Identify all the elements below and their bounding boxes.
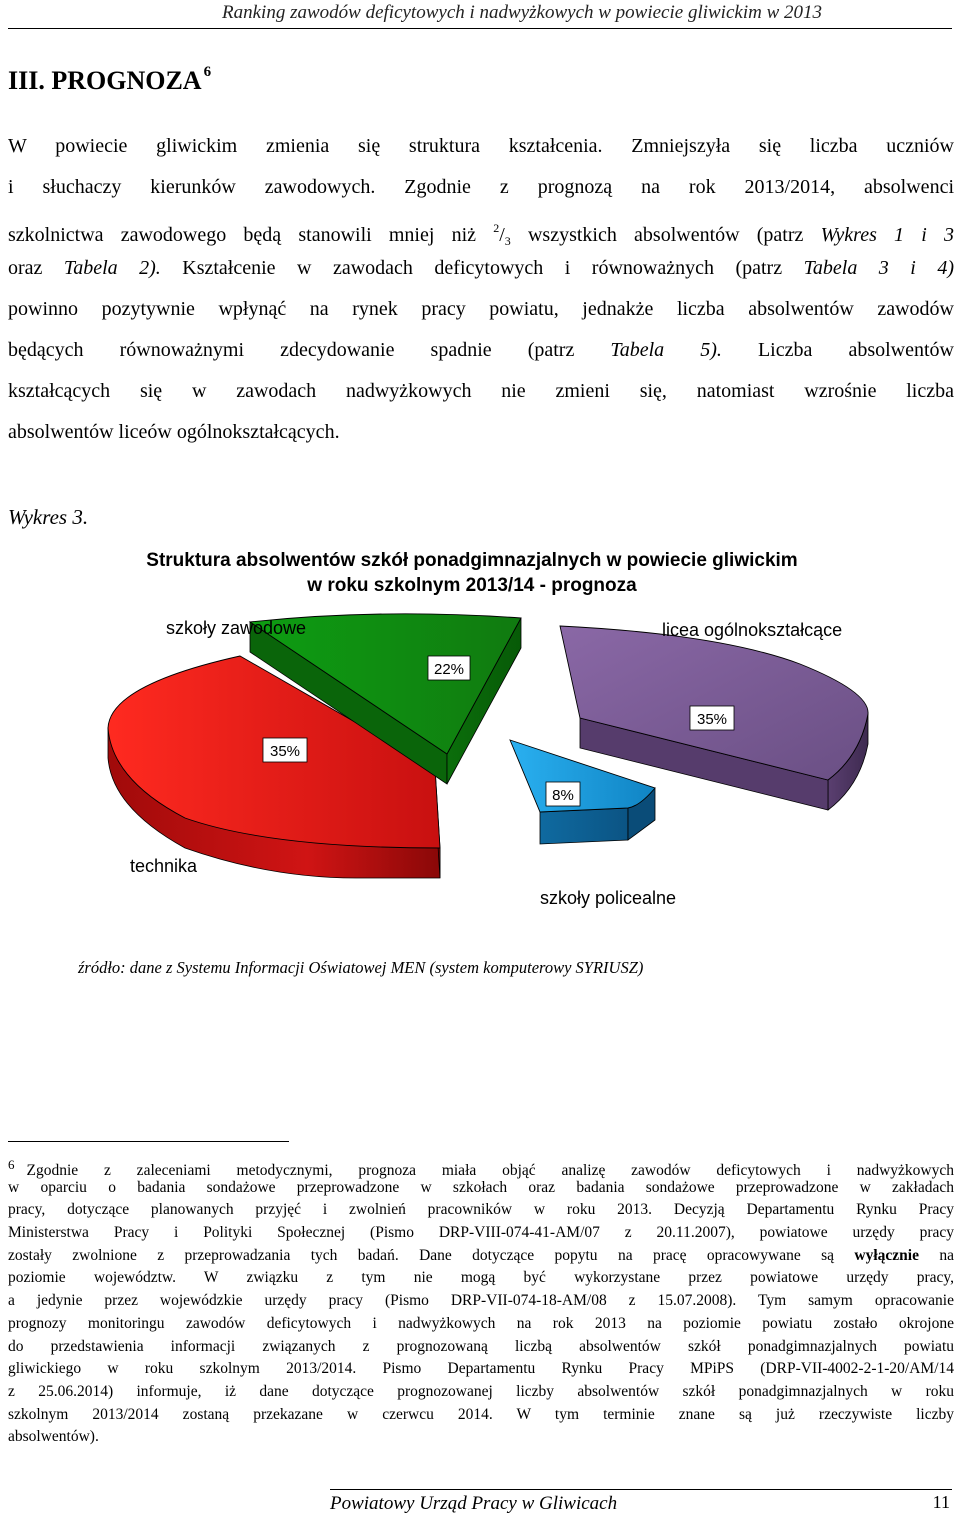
- footnote-line: poziomie województw. W związku z tym nie mogą być wykorzystane przez powiatowe urzędy pracy,: [8, 1269, 954, 1287]
- table-reference: Tabela 5).: [610, 338, 722, 361]
- data-label-zawodowe: [428, 656, 470, 680]
- category-label-zawodowe: szkoły zawodowe: [166, 618, 307, 638]
- chart-title-block: [40, 548, 904, 598]
- footnote-line: prognozy monitoringu zawodów deficytowych i nadwyżkowych na rok 2013 na poziomie powiatu zostało okrojone: [8, 1314, 954, 1332]
- footnote-rule: [8, 1141, 289, 1142]
- footnote-line: absolwentów).: [8, 1428, 99, 1446]
- paragraph-line: [8, 330, 954, 371]
- data-label-text: 22%: [433, 661, 465, 678]
- data-label-text: 8%: [552, 787, 574, 804]
- footnote-text: na: [918, 1246, 954, 1264]
- footnote-line: w oparciu o badania sondażowe przeprowadzone w szkołach oraz badania sondażowe przeprowadzone w zakładach: [8, 1178, 954, 1196]
- footer-text: Powiatowy Urząd Pracy w Gliwicach: [330, 1493, 618, 1514]
- text-span: oraz: [8, 257, 64, 280]
- text-span: Liczba absolwentów: [721, 338, 954, 361]
- body-paragraph: [8, 126, 954, 452]
- category-label-licea: licea ogólnokształcące: [662, 620, 843, 640]
- section-heading: [8, 64, 211, 96]
- footnote-line: do przedstawienia informacji związanych z prognozowaną liczbą absolwentów szkół ponadgimnazjalnych powiatu: [8, 1337, 954, 1355]
- footnote-mark: 6: [8, 1157, 15, 1172]
- paragraph-line: absolwentów liceów ogólnokształcących.: [8, 420, 340, 443]
- footnote-line: [8, 1245, 954, 1268]
- data-label-text: 35%: [269, 743, 301, 760]
- footnote-line: a jedynie przez wojewódzkie urzędy pracy (Pismo DRP-VII-074-18-AM/08 z 15.07.2008). Tym samym opracowanie: [8, 1292, 954, 1310]
- text-span: wszystkich absolwentów (patrz: [510, 223, 821, 246]
- emphasis: wyłącznie: [854, 1246, 919, 1264]
- footnote-text: Zgodnie z zaleceniami metodycznymi, prognoza miała objąć analizę zawodów deficytowych i nadwyżkowych: [26, 1162, 954, 1179]
- pie-chart: [0, 600, 960, 920]
- category-label-policealne: szkoły policealne: [540, 888, 677, 908]
- footer-rule: [330, 1489, 952, 1490]
- page-number: 11: [932, 1492, 950, 1512]
- paragraph-line: kształcących się w zawodach nadwyżkowych nie zmieni się, natomiast wzrośnie liczba: [8, 379, 954, 402]
- footnote: [8, 1154, 954, 1449]
- paragraph-line: W powiecie gliwickim zmienia się struktura kształcenia. Zmniejszyła się liczba uczniów: [8, 135, 954, 157]
- chart-subtitle: w roku szkolnym 2013/14 - prognoza: [307, 575, 637, 596]
- footnote-reference[interactable]: 6: [203, 64, 212, 80]
- section-title: III. PROGNOZA: [8, 66, 202, 95]
- fraction-numerator: 2: [493, 220, 500, 235]
- data-label-licea: [690, 706, 734, 730]
- figure-source: źródło: dane z Systemu Informacji Oświatowej MEN (system komputerowy SYRIUSZ): [78, 958, 644, 977]
- chart-title: Struktura absolwentów szkół ponadgimnazjalnych w powiecie gliwickim: [146, 550, 798, 571]
- page-header: [0, 0, 960, 30]
- category-label-technika: technika: [130, 856, 198, 876]
- paragraph-line: [8, 248, 954, 289]
- table-reference: Tabela 2).: [63, 257, 161, 280]
- footnote-line: szkolnym 2013/2014 zostaną przekazane w czerwcu 2014. W tym terminie znane są już rzeczywiste liczby: [8, 1405, 954, 1423]
- header-rule: [8, 28, 952, 29]
- figure-reference: Wykres 1 i 3: [820, 223, 954, 246]
- footnote-line: Ministerstwa Pracy i Polityki Społecznej (Pismo DRP-VIII-074-41-AM/07 z 20.11.2007), powiatowe urzędy pracy: [8, 1224, 954, 1242]
- footnote-text: zostały zwolnione z przeprowadzania tych badań. Dane dotyczące popytu na pracę opracowywane są: [8, 1246, 855, 1264]
- footnote-line: pracy, dotyczące planowanych przyjęć i zwolnień pracowników w roku 2013. Decyzją Departamentu Rynku Pracy: [8, 1201, 954, 1219]
- data-label-policealne: [546, 782, 580, 806]
- footnote-line: [8, 1154, 954, 1177]
- paragraph-line: szkolnictwa zawodowego będą stanowili mniej niż $^2/_3$ wszystkich absolwentów (patrz Wykres 1 i 3: [8, 220, 954, 248]
- table-reference: Tabela 3 i 4): [803, 257, 954, 280]
- text-span: Kształcenie w zawodach deficytowych i równoważnych (patrz: [160, 257, 804, 280]
- footnote-line: z 25.06.2014) informuje, iż dane dotyczące prognozowanej liczby absolwentów szkół ponadgimnazjalnych w roku: [8, 1382, 954, 1400]
- data-label-technika: [263, 738, 307, 762]
- data-label-text: 35%: [696, 711, 728, 728]
- paragraph-line: powinno pozytywnie wpłynąć na rynek pracy powiatu, jednakże liczba absolwentów zawodów: [8, 298, 954, 321]
- footnote-line: gliwickiego w roku szkolnym 2013/2014. Pismo Departamentu Rynku Pracy MPiPS (DRP-VII-4002-2-1-20/AM/14: [8, 1360, 954, 1378]
- fraction-denominator: 3: [504, 233, 511, 248]
- figure-label: Wykres 3.: [8, 505, 89, 529]
- running-header-title: Ranking zawodów deficytowych i nadwyżkowych w powiecie gliwickim w 2013: [222, 2, 822, 23]
- text-span: szkolnictwa zawodowego będą stanowili mniej niż: [8, 223, 494, 246]
- text-span: będących równoważnymi zdecydowanie spadnie (patrz: [8, 338, 611, 361]
- paragraph-line: i słuchaczy kierunków zawodowych. Zgodnie z prognozą na rok 2013/2014, absolwenci: [8, 175, 954, 198]
